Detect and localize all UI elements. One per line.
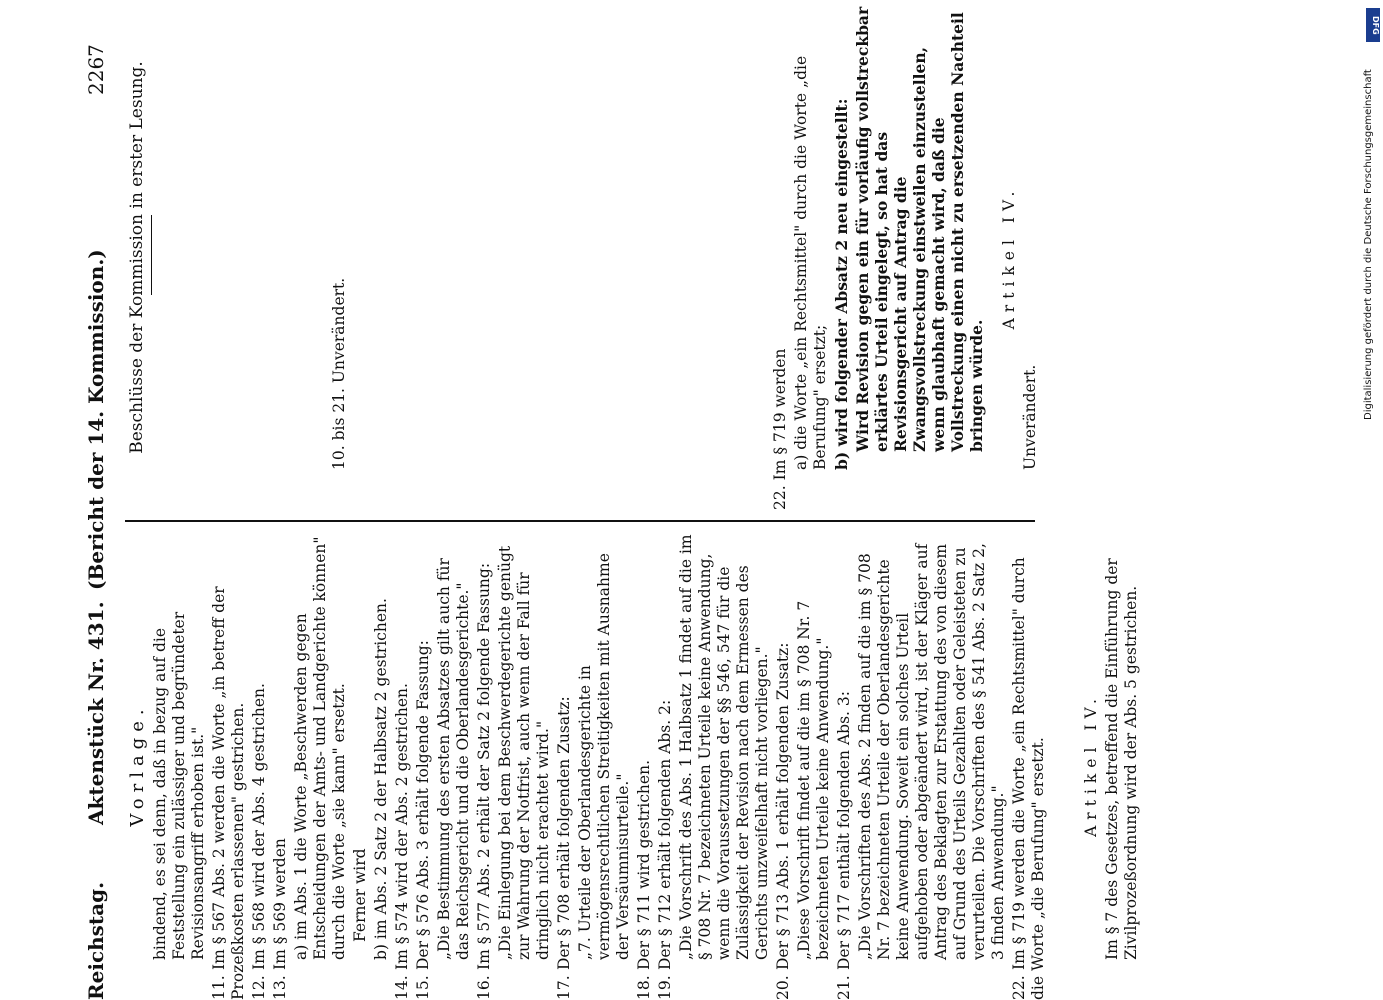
intro-text: bindend, es sei denn, daß in bezug auf die Feststellung ein zulässiger und begründeter Revisionsangriff erhoben ist.": [151, 611, 207, 960]
list-item: 21.Der § 717 enthält folgenden Abs. 3:: [835, 691, 853, 1000]
page-header: [84, 0, 124, 1000]
right-column-beschluesse: [128, 5, 1042, 510]
list-item: 14.Im § 574 wird der Abs. 2 gestrichen.: [393, 683, 411, 1000]
list-subitem: Ferner wird: [351, 848, 369, 942]
header-report-title: (Bericht der 14. Kommission.): [84, 249, 108, 590]
article-text: Unverändert.: [1021, 364, 1039, 470]
quote-text: „Die Bestimmung des ersten Absatzes gilt auch für das Reichsgericht und die Oberlandesgerichte.": [435, 558, 472, 960]
page-number: 2267: [84, 44, 108, 95]
list-item: 17.Der § 708 erhält folgenden Zusatz:: [555, 696, 573, 1000]
article-title: Artikel IV.: [1082, 693, 1100, 837]
column-divider: [125, 520, 1035, 522]
quote-text: „Diese Vorschrift findet auf die im § 708 Nr. 7 bezeichneten Urteile keine Anwendung.": [795, 600, 832, 960]
funding-credit-text: Digitalisierung gefördert durch die Deutsche Forschungsgemeinschaft: [1363, 69, 1374, 420]
list-item: 15.Der § 576 Abs. 3 erhält folgende Fassung:: [414, 640, 432, 1000]
list-item: 11.Im § 567 Abs. 2 werden die Worte „in betreff der Prozeßkosten erlassenen" gestrichen.: [210, 586, 247, 1000]
header-document-number: Aktenstück Nr. 431.: [84, 601, 108, 825]
list-item: 12.Im § 568 wird der Abs. 4 gestrichen.: [250, 683, 268, 1000]
title-underline: [151, 215, 152, 295]
quote-text: „7. Urteile der Oberlandesgerichte in vermögensrechtlichen Streitigkeiten mit Ausnahme der Versäumnisurteile.": [576, 553, 632, 960]
article-text: Im § 7 des Gesetzes, betreffend die Einführung der Zivilprozeßordnung wird der Abs. 5 gestrichen.: [1103, 558, 1140, 960]
dfg-logo: DFG: [1366, 8, 1380, 42]
left-column-vorlage: [128, 530, 1143, 1000]
funding-credit: [1363, 20, 1383, 420]
list-item: 22. Im § 719 werden: [771, 348, 789, 510]
list-subitem: a) die Worte „ein Rechtsmittel" durch die Worte „die Berufung" ersetzt;: [792, 55, 829, 470]
unchanged-note: 10. bis 21. Unverändert.: [330, 277, 348, 470]
list-item: 19.Der § 712 erhält folgenden Abs. 2:: [656, 699, 674, 1000]
list-item: 22.Im § 719 werden die Worte „ein Rechtsmittel" durch die Worte „die Berufung" ersetzt.: [1010, 557, 1047, 1000]
list-subitem: b) wird folgender Absatz 2 neu eingestellt:: [832, 98, 851, 470]
beschluesse-title: Beschlüsse der Kommission in erster Lesung.: [127, 61, 147, 454]
quote-text: Wird Revision gegen ein für vorläufig vollstreckbar erklärtes Urteil eingelegt, so hat das Revisionsgericht auf Antrag die Zwangsvollstreckung einstweilen einzustellen, wenn glaubhaft gemacht wird, daß die Vollstreckung einen nicht zu ersetzenden Nachteil bringen würde.: [853, 6, 986, 452]
header-left: Reichstag.: [84, 881, 108, 1000]
list-item: 13.Im § 569 werden: [271, 838, 289, 1000]
list-item: 16.Im § 577 Abs. 2 erhält der Satz 2 folgende Fassung:: [475, 562, 493, 1000]
vorlage-title: Vorlage.: [127, 703, 148, 827]
list-subitem: a) im Abs. 1 die Worte „Beschwerden gegen Entscheidungen der Amts- und Landgerichte können" durch die Worte „sie kann" ersetzt.: [292, 536, 348, 960]
list-item: 20.Der § 713 Abs. 1 erhält folgenden Zusatz:: [774, 642, 792, 1000]
quote-text: „Die Einlegung bei dem Beschwerdegerichte genügt zur Wahrung der Notfrist, auch wenn der Fall für dringlich nicht erachtet wird.": [496, 545, 552, 960]
quote-text: „Die Vorschrift des Abs. 1 Halbsatz 1 findet auf die im § 708 Nr. 7 bezeichneten Urteile keine Anwendung, wenn die Voraussetzungen der §§ 546, 547 für die Zulässigkeit der Revision nach dem Ermessen des Gerichts unzweifelhaft nicht vorliegen.": [677, 534, 771, 960]
list-item: 18.Der § 711 wird gestrichen.: [635, 760, 653, 1000]
article-title: Artikel IV.: [1000, 185, 1018, 330]
list-subitem: b) im Abs. 2 Satz 2 der Halbsatz 2 gestrichen.: [372, 598, 390, 960]
quote-text: „Die Vorschriften des Abs. 2 finden auf die im § 708 Nr. 7 bezeichneten Urteile der Oberlandesgerichte keine Anwendung. Soweit ein solches Urteil aufgehoben oder abgeändert wird, ist der Kläger auf Antrag des Beklagten zur Erstattung des von diesem auf Grund des Urteils Gezahlten oder Geleisteten zu verurteilen. Die Vorschriften des § 541 Abs. 2 Satz 2, 3 finden Anwendung.": [856, 543, 1007, 960]
